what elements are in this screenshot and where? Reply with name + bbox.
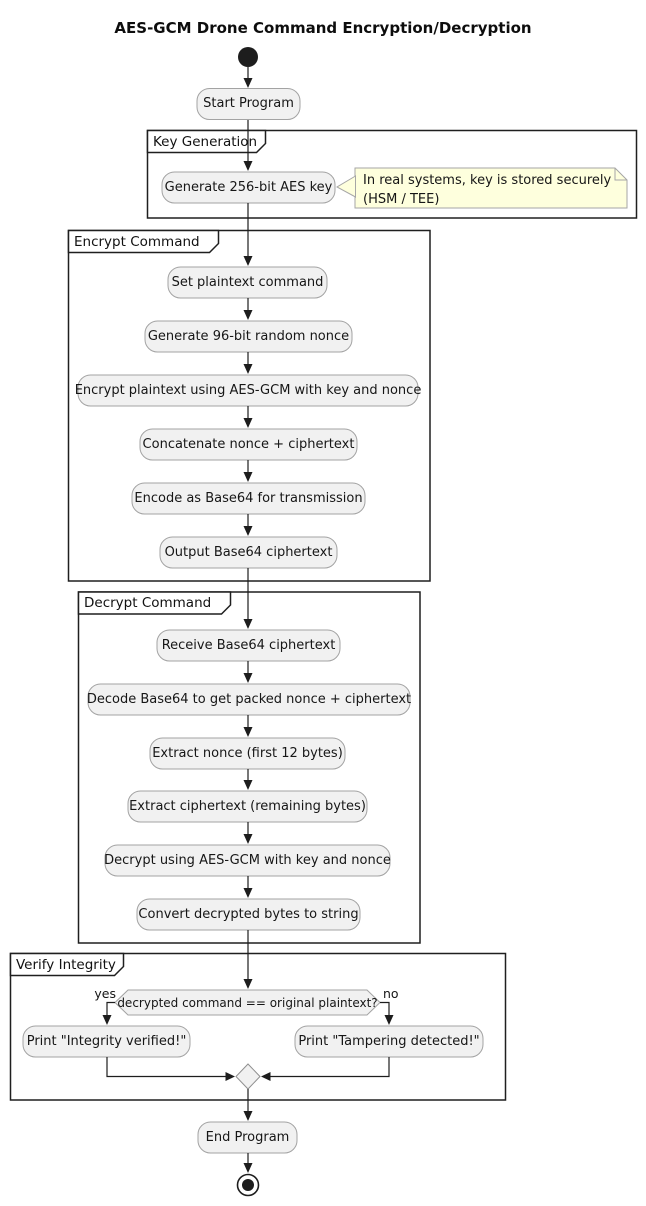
decision-condition: decrypted command == original plaintext?	[117, 995, 378, 1010]
activity-generate-nonce: Generate 96-bit random nonce	[147, 329, 350, 344]
partition-decrypt-label: Decrypt Command	[84, 595, 212, 611]
start-node	[238, 47, 258, 67]
note-line-2: (HSM / TEE)	[363, 192, 440, 207]
activity-decode-base64: Decode Base64 to get packed nonce + ciphertext	[86, 692, 412, 707]
activity-concatenate: Concatenate nonce + ciphertext	[142, 437, 355, 452]
note-pointer	[337, 176, 356, 197]
activity-extract-ciphertext: Extract ciphertext (remaining bytes)	[129, 799, 366, 814]
activity-extract-nonce: Extract nonce (first 12 bytes)	[152, 746, 343, 761]
activity-output-base64: Output Base64 ciphertext	[164, 545, 333, 560]
activity-convert-bytes: Convert decrypted bytes to string	[138, 907, 359, 922]
activity-start-program: Start Program	[203, 96, 294, 111]
activity-decrypt: Decrypt using AES-GCM with key and nonce	[104, 853, 391, 868]
note-text	[363, 171, 611, 209]
activity-print-tampering: Print "Tampering detected!"	[298, 1034, 480, 1049]
activity-end-program: End Program	[205, 1130, 290, 1145]
branch-no-label: no	[383, 986, 399, 1001]
merge-diamond	[236, 1064, 260, 1089]
activity-receive-base64: Receive Base64 ciphertext	[161, 638, 336, 653]
partition-encrypt-label: Encrypt Command	[74, 234, 200, 250]
activity-encode-base64: Encode as Base64 for transmission	[134, 491, 363, 506]
diagram-title: AES-GCM Drone Command Encryption/Decryption	[114, 19, 532, 37]
note-line-1: In real systems, key is stored securely	[363, 173, 612, 188]
partition-key-generation-label: Key Generation	[153, 134, 258, 150]
activity-print-verified: Print "Integrity verified!"	[26, 1034, 187, 1049]
activity-generate-key: Generate 256-bit AES key	[164, 180, 333, 195]
activity-set-plaintext: Set plaintext command	[171, 275, 324, 290]
end-node-dot	[242, 1179, 254, 1191]
partition-verify-label: Verify Integrity	[16, 957, 116, 973]
activity-encrypt-plaintext: Encrypt plaintext using AES-GCM with key and nonce	[74, 383, 422, 398]
branch-yes-label: yes	[94, 986, 116, 1001]
